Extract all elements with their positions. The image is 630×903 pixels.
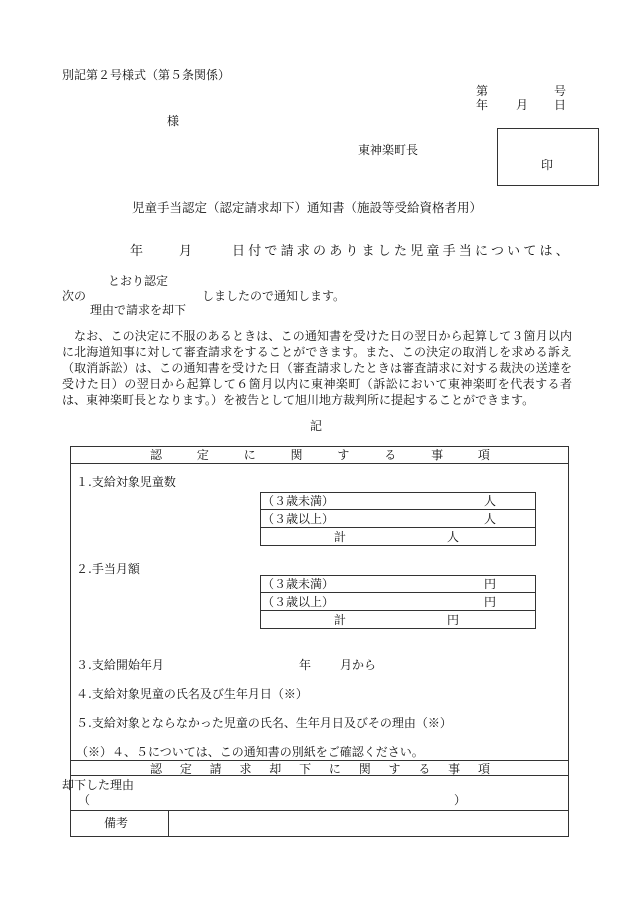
number-label-left: 第: [476, 84, 489, 98]
heading-char: す: [337, 448, 350, 462]
issuer-name: 東神楽町長: [358, 143, 419, 157]
divider: [70, 775, 569, 776]
form-number: 別記第２号様式（第５条関係）: [62, 68, 231, 82]
date-day: 日: [554, 98, 567, 112]
heading-char: に: [243, 448, 256, 462]
heading-char: 項: [477, 762, 490, 776]
heading-char: る: [418, 762, 431, 776]
amount-over3-label: （３歳以上）: [262, 595, 335, 609]
appeal-notice: なお、この決定に不服のあるときは、この通知書を受けた日の翌日から起算して３箇月以内に北海道知事に対して審査請求をすることができます。また、この決定の取消しを求める訴え（取消訴訟）は、この通知書を受けた日（審査請求したときは審査請求に対する裁決の送達を受けた日）の翌日から起算して６箇月以内に東神楽町（訴訟において東神楽町を代表する者は、東神楽町長となります。）を被告として旭川地方裁判所に提起することができます。: [62, 329, 572, 407]
document-title: 児童手当認定（認定請求却下）通知書（施設等受給資格者用）: [132, 200, 483, 215]
seal-mark: 印: [541, 158, 554, 172]
amount-total-label: 計: [334, 613, 347, 627]
heading-char: 関: [358, 762, 371, 776]
item1-label: １.支給対象児童数: [76, 475, 176, 489]
heading-char: る: [384, 448, 397, 462]
heading-char: 請: [209, 762, 222, 776]
divider: [260, 592, 536, 593]
intro-year: 年: [130, 244, 144, 259]
heading-char: 項: [477, 448, 490, 462]
divider: [70, 760, 569, 761]
amount-under3-label: （３歳未満）: [262, 577, 335, 591]
heading-char: 関: [290, 448, 303, 462]
intro-suffix: しましたので通知します。: [202, 289, 346, 303]
heading-char: 定: [196, 448, 209, 462]
divider: [260, 527, 536, 528]
intro-month: 月: [179, 244, 193, 259]
amount-unit: 円: [484, 595, 497, 609]
heading-char: に: [328, 762, 341, 776]
divider: [260, 610, 536, 611]
divider: [70, 463, 569, 464]
heading-char: 事: [448, 762, 461, 776]
paren-open: （: [78, 793, 91, 807]
count-unit: 人: [447, 530, 460, 544]
addressee-suffix: 様: [167, 114, 180, 128]
heading-char: 却: [269, 762, 282, 776]
section2-heading: [150, 763, 490, 775]
item3-label: ３.支給開始年月: [76, 658, 164, 672]
heading-char: 下: [299, 762, 312, 776]
divider: [70, 810, 569, 811]
count-total-label: 計: [334, 530, 347, 544]
heading-char: 認: [150, 762, 163, 776]
amount-unit: 円: [447, 613, 460, 627]
annex-note: （※）４、５については、この通知書の別紙をご確認ください。: [76, 745, 424, 759]
heading-char: 定: [179, 762, 192, 776]
heading-char: 事: [431, 448, 444, 462]
count-unit: 人: [484, 512, 497, 526]
remarks-label: 備考: [104, 816, 129, 830]
amount-unit: 円: [484, 577, 497, 591]
intro-next: 次の: [62, 289, 87, 303]
count-unit: 人: [484, 494, 497, 508]
item2-label: ２.手当月額: [76, 562, 140, 576]
heading-char: 認: [150, 448, 163, 462]
item5-label: ５.支給対象とならなかった児童の氏名、生年月日及びその理由（※）: [76, 716, 452, 730]
date-year: 年: [476, 98, 489, 112]
option-approve: とおり認定: [108, 274, 169, 288]
item3-month: 月から: [340, 658, 377, 672]
section1-heading: [150, 449, 490, 461]
seal-box: [497, 128, 599, 186]
count-over3-label: （３歳以上）: [262, 512, 335, 526]
divider: [168, 810, 169, 837]
option-reject: 理由で請求を却下: [90, 303, 187, 317]
heading-char: す: [388, 762, 401, 776]
reject-reason-label: 却下した理由: [62, 778, 135, 792]
number-label-right: 号: [554, 84, 567, 98]
count-under3-label: （３歳未満）: [262, 494, 335, 508]
paren-close: ）: [454, 793, 467, 807]
date-month: 月: [516, 98, 529, 112]
ki-mark: 記: [310, 419, 323, 433]
divider: [260, 509, 536, 510]
item3-year: 年: [299, 658, 312, 672]
item4-label: ４.支給対象児童の氏名及び生年月日（※）: [76, 687, 308, 701]
heading-char: 求: [239, 762, 252, 776]
intro-rest: 日付で請求のありました児童手当については、: [232, 244, 572, 259]
